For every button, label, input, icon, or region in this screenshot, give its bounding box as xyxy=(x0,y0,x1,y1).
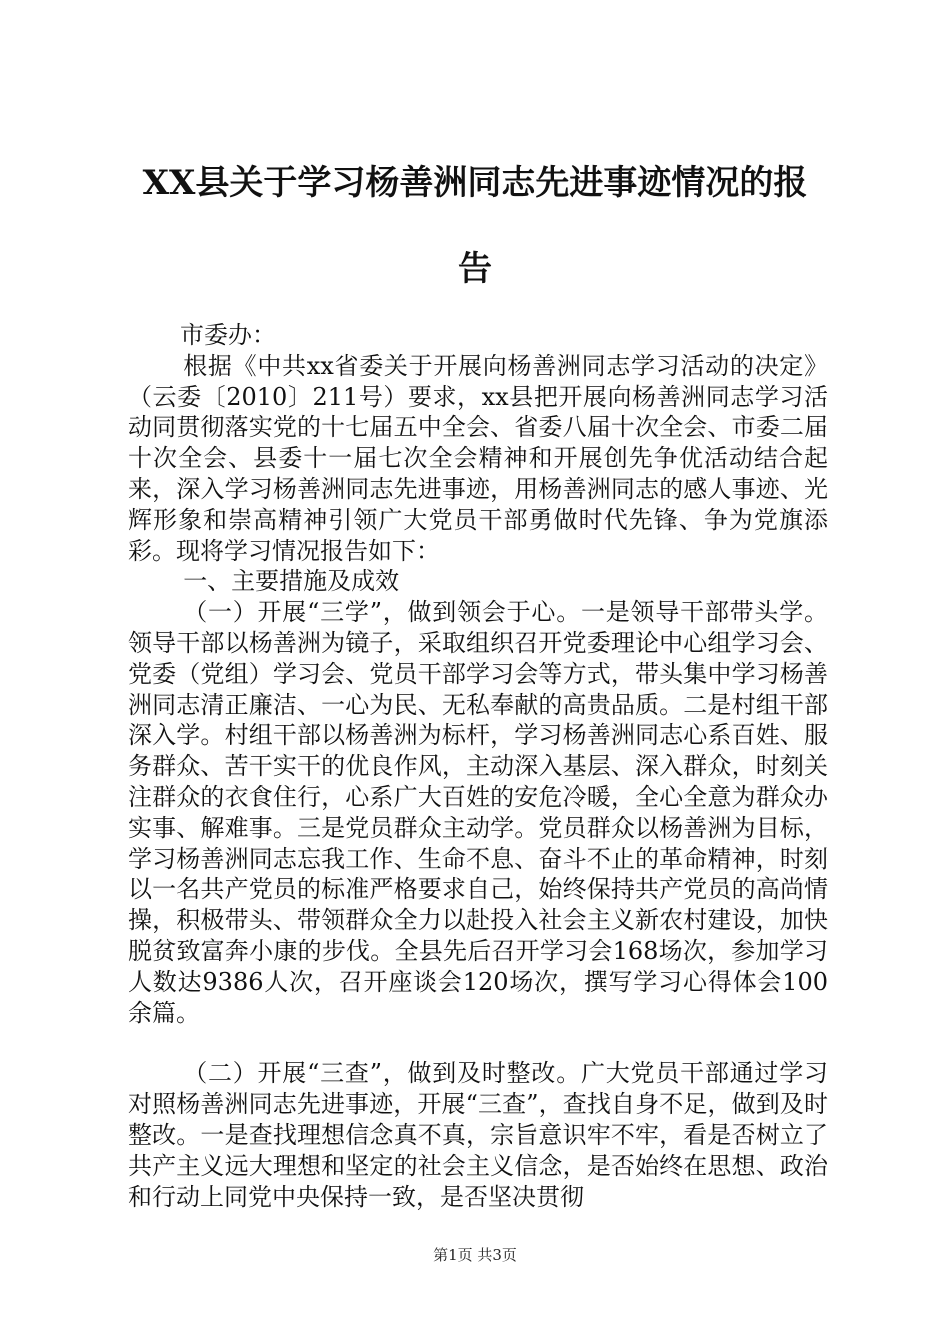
intro-paragraph: 根据《中共xx省委关于开展向杨善洲同志学习活动的决定》（云委〔2010〕211号）要求，xx县把开展向杨善洲同志学习活动同贯彻落实党的十七届五中全会、省委八届十次全会、市委二届十次全会、县委十一届七次全会精神和开展创先争优活动结合起来，深入学习杨善洲同志先进事迹，用杨善洲同志的感人事迹、光辉形象和崇高精神引领广大党员干部勇做时代先锋、争为党旗添彩。现将学习情况报告如下： xyxy=(128,351,828,565)
paragraph-gap xyxy=(128,1028,828,1058)
section-paragraph-2: （二）开展“三查”，做到及时整改。广大党员干部通过学习对照杨善洲同志先进事迹，开展“三查”，查找自身不足，做到及时整改。一是查找理想信念真不真，宗旨意识牢不牢，看是否树立了共产主义远大理想和坚定的社会主义信念，是否始终在思想、政治和行动上同党中央保持一致，是否坚决贯彻 xyxy=(128,1059,828,1211)
page-footer: 第1页 共3页 xyxy=(433,1246,517,1264)
section-paragraph-1: （一）开展“三学”，做到领会于心。一是领导干部带头学。领导干部以杨善洲为镜子，采取组织召开党委理论中心组学习会、党委（党组）学习会、党员干部学习会等方式，带头集中学习杨善洲同志清正廉洁、一心为民、无私奉献的高贵品质。二是村组干部深入学。村组干部以杨善洲为标杆，学习杨善洲同志心系百姓、服务群众、苦干实干的优良作风，主动深入基层、深入群众，时刻关注群众的衣食住行，心系广大百姓的安危冷暖，全心全意为群众办实事、解难事。三是党员群众主动学。党员群众以杨善洲为目标，学习杨善洲同志忘我工作、生命不息、奋斗不止的革命精神，时刻以一名共产党员的标准严格要求自己，始终保持共产党员的高尚情操，积极带头、带领群众全力以赴投入社会主义新农村建设，加快脱贫致富奔小康的步伐。全县先后召开学习会168场次，参加学习人数达9386人次，召开座谈会120场次，撰写学习心得体会100余篇。 xyxy=(128,598,828,1027)
addressee: 市委办： xyxy=(180,321,276,349)
document-body xyxy=(128,320,828,1212)
document-title-line-1: XX县关于学习杨善洲同志先进事迹情况的报 xyxy=(142,163,808,203)
document-title-line-2: 告 xyxy=(458,249,492,289)
section-heading: 一、主要措施及成效 xyxy=(183,567,400,596)
